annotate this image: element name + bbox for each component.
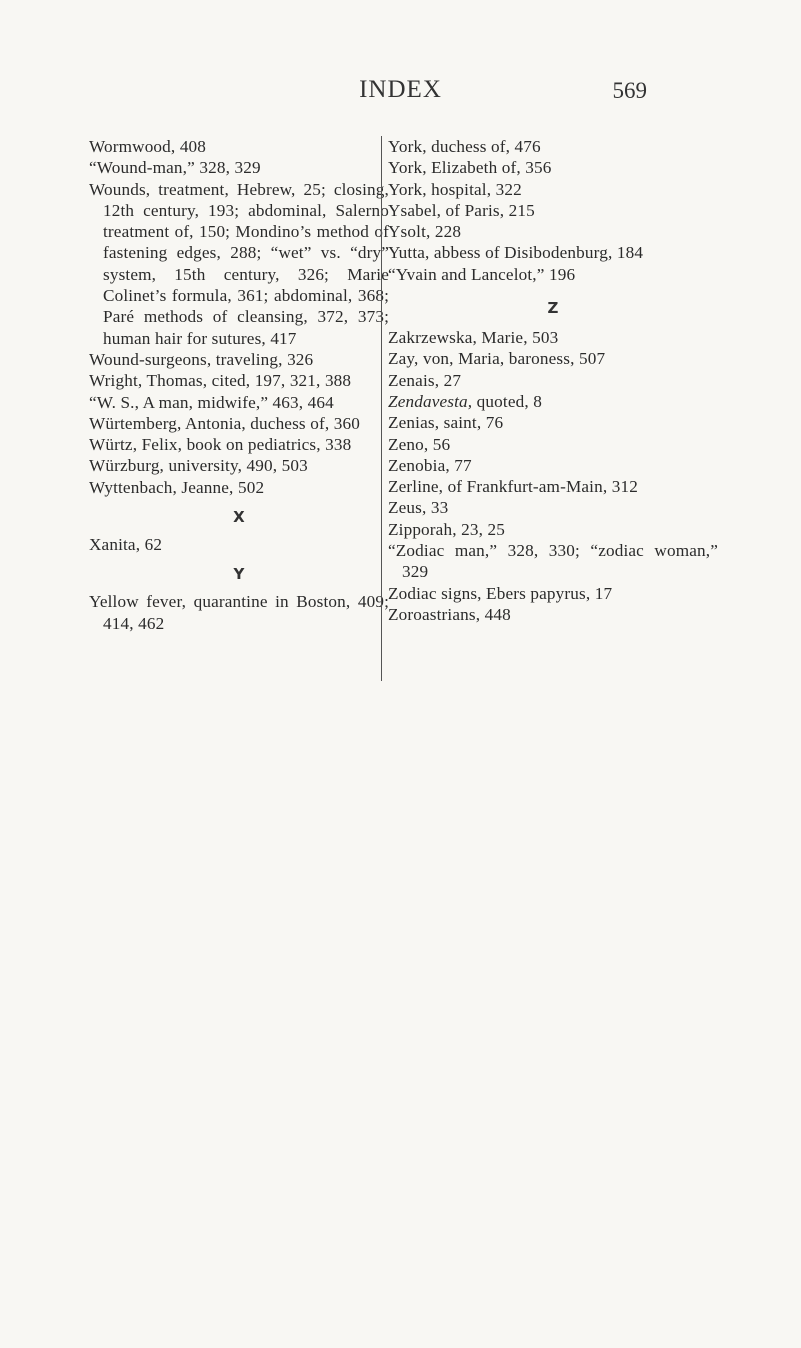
index-entry: Zakrzewska, Marie, 503: [388, 328, 559, 348]
page-number: 569: [612, 78, 647, 103]
index-entry: Wounds, treatment, Hebrew, 25; closing, 12th century, 193; abdominal, Salerno treatment of, 150; Mondino’s method of fastening edges, 288; “wet” vs. “dry” system, 15th century, 326; Marie Colinet’s formula, 361; abdominal, 368; Paré methods of cleansing, 372, 373; human hair for sutures, 417: [89, 179, 389, 348]
index-entry: Zeus, 33: [388, 498, 449, 518]
index-entry: “Wound-man,” 328, 329: [89, 158, 261, 178]
left-column: [89, 136, 389, 634]
index-entry: “W. S., A man, midwife,” 463, 464: [89, 392, 334, 412]
section-letter-z: Z: [547, 299, 559, 318]
index-entry: Würtz, Felix, book on pediatrics, 338: [89, 435, 352, 455]
index-entry: Zoroastrians, 448: [388, 604, 511, 624]
right-column: [381, 136, 718, 681]
italic-title: Zendavesta,: [388, 391, 473, 411]
index-entry: Zerline, of Frankfurt-am-Main, 312: [388, 477, 638, 497]
index-entry: York, hospital, 322: [388, 179, 522, 199]
index-entry: Wound-surgeons, traveling, 326: [89, 349, 314, 369]
index-entry: Würtemberg, Antonia, duchess of, 360: [89, 413, 360, 433]
index-entry: Yutta, abbess of Disibodenburg, 184: [388, 243, 644, 263]
index-entry: Ysolt, 228: [388, 222, 462, 242]
section-letter-x: X: [233, 508, 245, 527]
section-letter-y: Y: [233, 565, 245, 584]
index-entry: “Yvain and Lancelot,” 196: [388, 264, 576, 284]
index-entry: Zenias, saint, 76: [388, 413, 504, 433]
index-entry: York, Elizabeth of, 356: [388, 158, 552, 178]
index-entry: Zipporah, 23, 25: [388, 519, 505, 539]
index-entry: “Zodiac man,” 328, 330; “zodiac woman,” 329: [388, 541, 718, 582]
index-entry: Yellow fever, quarantine in Boston, 409; 414, 462: [89, 592, 389, 633]
page-title: INDEX: [359, 76, 442, 103]
entry-text: quoted, 8: [472, 391, 542, 411]
index-entry: Zenais, 27: [388, 370, 462, 390]
index-entry: Wormwood, 408: [89, 137, 207, 156]
index-entry: Xanita, 62: [89, 535, 163, 555]
index-entry: Ysabel, of Paris, 215: [388, 200, 535, 220]
index-entry: Zodiac signs, Ebers papyrus, 17: [388, 583, 613, 603]
index-entry: Zeno, 56: [388, 434, 451, 454]
index-entry: Zenobia, 77: [388, 455, 472, 475]
index-entry: Wyttenbach, Jeanne, 502: [89, 477, 265, 497]
index-entry-zendavesta: [388, 391, 718, 412]
running-head: [0, 76, 801, 116]
index-entry: Zay, von, Maria, baroness, 507: [388, 349, 606, 369]
index-entry: York, duchess of, 476: [388, 137, 541, 156]
index-entry: Wright, Thomas, cited, 197, 321, 388: [89, 371, 352, 391]
index-entry: Würzburg, university, 490, 503: [89, 456, 308, 476]
